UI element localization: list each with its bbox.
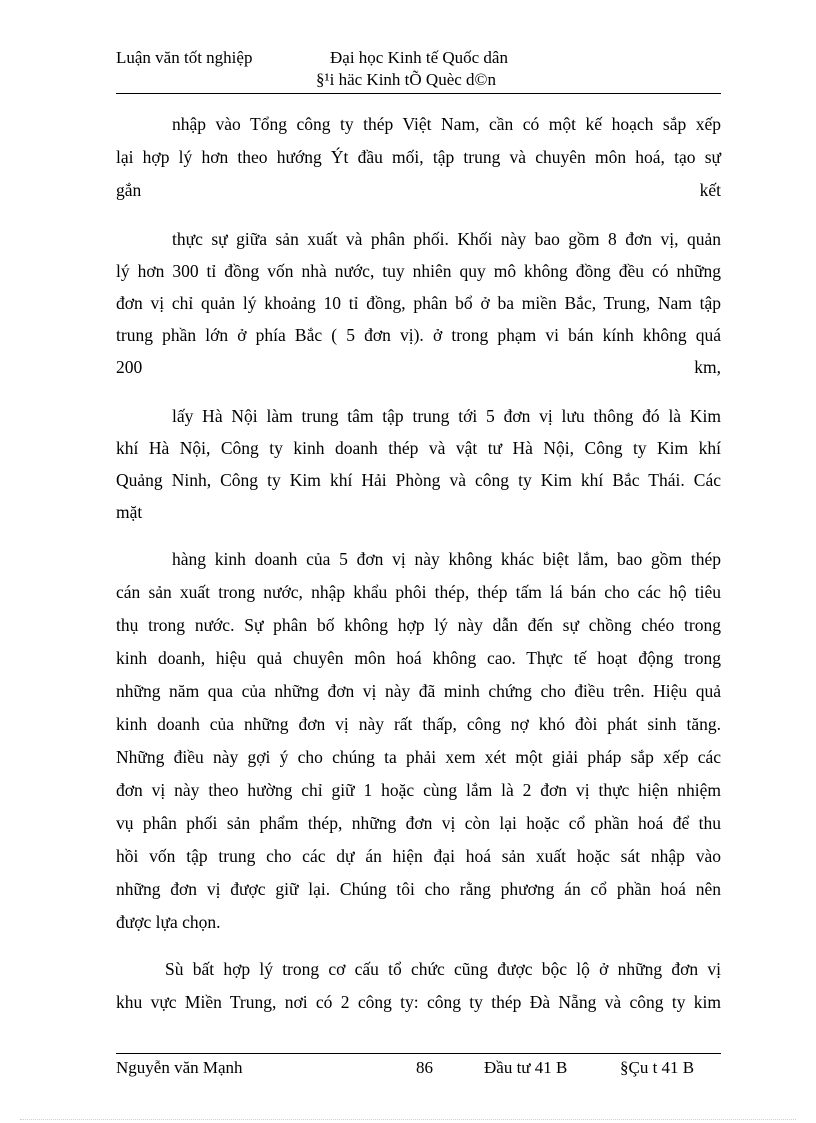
text-line: mặt [116, 502, 143, 522]
text-line: lại hợp lý hơn theo hướng Ýt đầu mối, tập trung và chuyên môn hoá, tạo sự [116, 147, 721, 167]
text-word: gắn [116, 180, 142, 200]
text-line: những đơn vị được giữ lại. Chúng tôi cho rằng phương án cổ phần hoá nên [116, 879, 721, 899]
text-line: đơn vị này theo hường chỉ giữ 1 hoặc cùng lắm là 2 đơn vị thực hiện nhiệm [116, 780, 721, 800]
text-line: cán sản xuất trong nước, nhập khẩu phôi thép, thép tấm lá bán cho các hộ tiêu [116, 582, 721, 602]
footer-class-garbled: §Çu t 41 B [620, 1058, 695, 1077]
header-center: Đại học Kinh tế Quốc dân [330, 48, 508, 67]
text-fragment [116, 179, 721, 201]
text-line: khí Hà Nội, Công ty kinh doanh thép và vật tư Hà Nội, Công ty Kim khí [116, 438, 721, 458]
text-line: lấy Hà Nội làm trung tâm tập trung tới 5 đơn vị lưu thông đó là Kim [172, 406, 721, 426]
text-line: kinh doanh, hiệu quả chuyên môn hoá không cao. Thực tế hoạt động trong [116, 648, 721, 668]
text-line: được lựa chọn. [116, 912, 221, 932]
footer-page-number: 86 [416, 1058, 433, 1077]
page-edge [20, 1119, 796, 1120]
header-rule [116, 93, 721, 94]
text-word: km, [694, 357, 721, 377]
text-line: Những điều này gợi ý cho chúng ta phải xem xét một giải pháp sắp xếp các [116, 747, 721, 767]
text-word: kết [699, 180, 721, 200]
text-line: trung phần lớn ở phía Bắc ( 5 đơn vị). ở trong phạm vi bán kính không quá [116, 325, 721, 345]
footer-author: Nguyễn văn Mạnh [116, 1058, 243, 1077]
header-left: Luận văn tốt nghiệp [116, 48, 253, 67]
footer-rule [116, 1053, 721, 1054]
header-center-garbled: §¹i häc Kinh tÕ Quèc d©n [316, 70, 496, 89]
text-line: thụ trong nước. Sự phân bố không hợp lý này dẫn đến sự chồng chéo trong [116, 615, 721, 635]
text-line: kinh doanh của những đơn vị này rất thấp, công nợ khó đòi phát sinh tăng. [116, 714, 721, 734]
text-line: vụ phân phối sản phẩm thép, những đơn vị còn lại hoặc cổ phần hoá để thu [116, 813, 721, 833]
text-word: 200 [116, 357, 143, 377]
text-line: thực sự giữa sản xuất và phân phối. Khối này bao gồm 8 đơn vị, quản [172, 229, 721, 249]
text-line: hàng kinh doanh của 5 đơn vị này không khác biệt lắm, bao gồm thép [172, 549, 721, 569]
text-line: những năm qua của những đơn vị này đã minh chứng cho điều trên. Hiệu quả [116, 681, 721, 701]
text-line: khu vực Miền Trung, nơi có 2 công ty: công ty thép Đà Nẵng và công ty kim [116, 992, 721, 1012]
text-line: Quảng Ninh, Công ty Kim khí Hải Phòng và công ty Kim khí Bắc Thái. Các [116, 470, 721, 490]
footer-class: Đầu tư 41 B [484, 1058, 568, 1077]
text-fragment [116, 356, 721, 378]
text-line: nhập vào Tổng công ty thép Việt Nam, cần có một kế hoạch sắp xếp [172, 114, 721, 134]
text-line: lý hơn 300 tỉ đồng vốn nhà nước, tuy nhiên quy mô không đồng đều có những [116, 261, 721, 281]
text-line: Sù bất hợp lý trong cơ cấu tổ chức cũng được bộc lộ ở những đơn vị [165, 959, 721, 979]
text-line: đơn vị chỉ quản lý khoảng 10 tỉ đồng, phân bổ ở ba miền Bắc, Trung, Nam tập [116, 293, 721, 313]
text-line: hồi vốn tập trung cho các dự án hiện đại hoá sản xuất hoặc sát nhập vào [116, 846, 721, 866]
